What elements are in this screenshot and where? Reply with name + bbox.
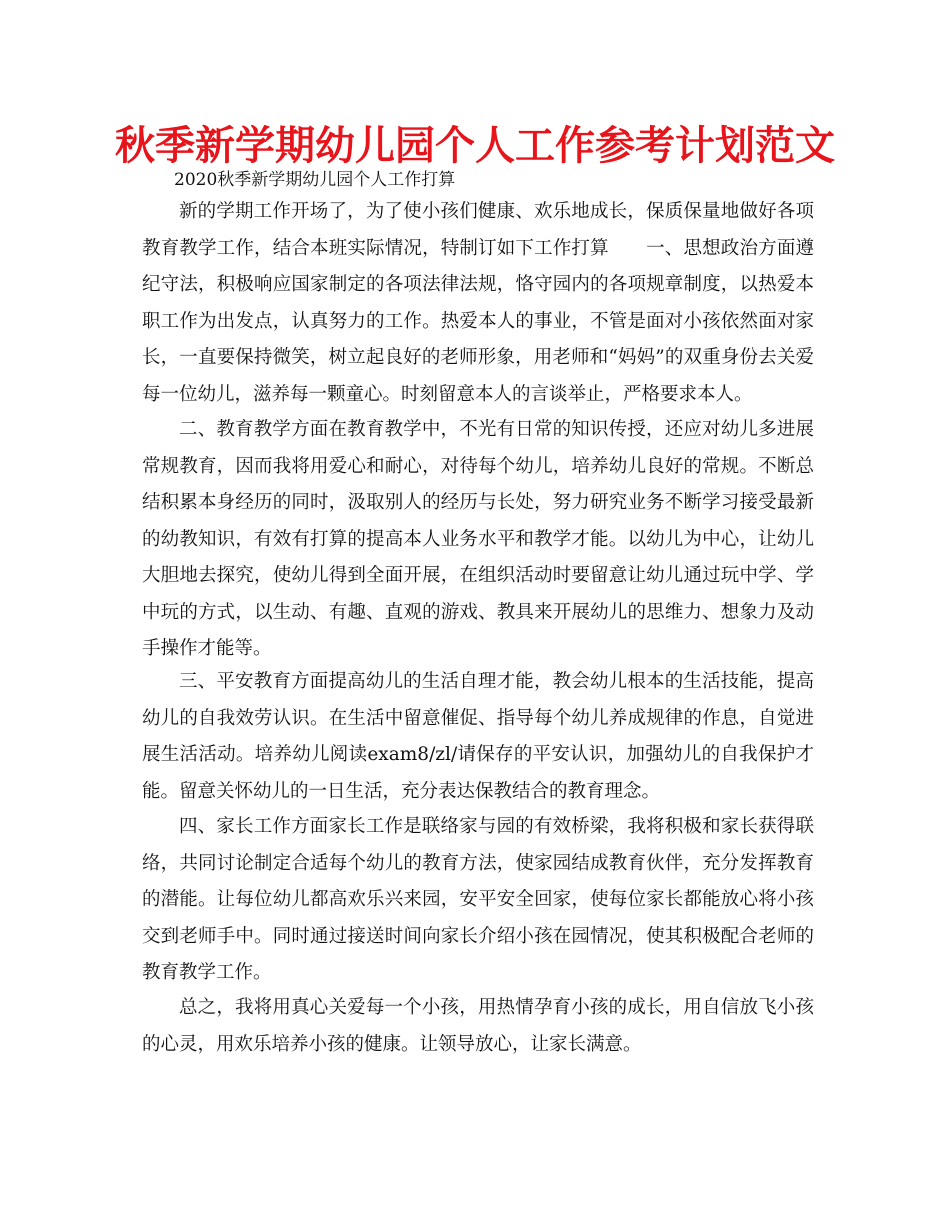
paragraph-intro-and-political: 新的学期工作开场了，为了使小孩们健康、欢乐地成长，保质保量地做好各项教育教学工作，结合本班实际情况，特制订如下工作打算 一、思想政治方面遵纪守法，积极响应国家制定的各项法律法规，恪守园内的各项规章制度，以热爱本职工作为出发点，认真努力的工作。热爱本人的事业，不管是面对小孩依然面对家长，一直要保持微笑，树立起良好的老师形象，用老师和“妈妈”的双重身份去关爱每一位幼儿，滋养每一颗童心。时刻留意本人的言谈举止，严格要求本人。 bbox=[142, 201, 814, 405]
paragraph-safety: 三、平安教育方面提高幼儿的生活自理才能，教会幼儿根本的生活技能，提高幼儿的自我效劳认识。在生活中留意催促、指导每个幼儿养成规律的作息，自觉进展生活活动。培养幼儿阅读exam8/zl/请保存的平安认识，加强幼儿的自我保护才能。留意关怀幼儿的一日生活，充分表达保教结合的教育理念。 bbox=[142, 671, 814, 802]
document-title: 秋季新学期幼儿园个人工作参考计划范文 bbox=[115, 123, 835, 169]
paragraph-conclusion: 总之，我将用真心关爱每一个小孩，用热情孕育小孩的成长，用自信放飞小孩的心灵，用欢乐培养小孩的健康。让领导放心，让家长满意。 bbox=[142, 997, 814, 1055]
document-subtitle: 2020秋季新学期幼儿园个人工作打算 bbox=[174, 170, 456, 190]
paragraph-teaching: 二、教育教学方面在教育教学中，不光有日常的知识传授，还应对幼儿多进展常规教育，因而我将用爱心和耐心，对待每个幼儿，培养幼儿良好的常规。不断总结积累本身经历的同时，汲取别人的经历与长处，努力研究业务不断学习接受最新的幼教知识，有效有打算的提高本人业务水平和教学才能。以幼儿为中心，让幼儿大胆地去探究，使幼儿得到全面开展，在组织活动时要留意让幼儿通过玩中学、学中玩的方式，以生动、有趣、直观的游戏、教具来开展幼儿的思维力、想象力及动手操作才能等。 bbox=[142, 419, 814, 659]
paragraph-parents: 四、家长工作方面家长工作是联络家与园的有效桥梁，我将积极和家长获得联络，共同讨论制定合适每个幼儿的教育方法，使家园结成教育伙伴，充分发挥教育的潜能。让每位幼儿都高欢乐兴来园，安平安全回家，使每位家长都能放心将小孩交到老师手中。同时通过接送时间向家长介绍小孩在园情况，使其积极配合老师的教育教学工作。 bbox=[142, 816, 814, 983]
